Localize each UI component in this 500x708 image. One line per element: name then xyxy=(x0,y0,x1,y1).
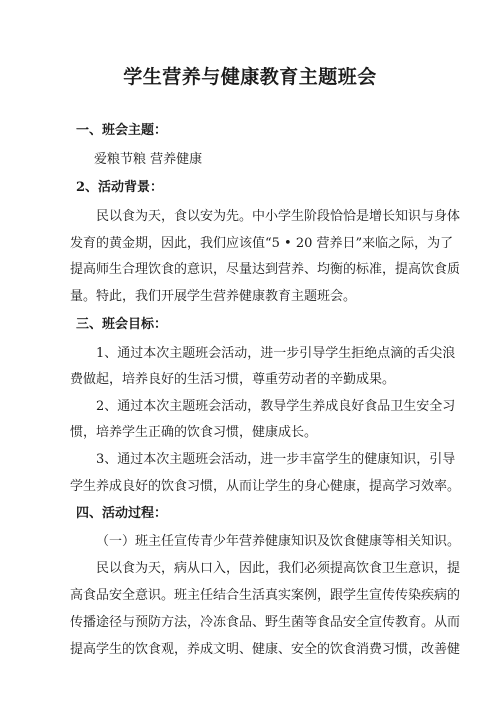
paragraph-line: 3、通过本次主题班会活动，进一步丰富学生的健康知识，引导 xyxy=(96,452,456,467)
theme-text: 爱粮节粮 营养健康 xyxy=(94,152,203,167)
paragraph-line: 学生养成良好的饮食习惯，从而让学生的身心健康，提高学习效率。 xyxy=(70,479,461,494)
section-heading-process: 四、活动过程： xyxy=(76,506,168,521)
paragraph-line: 民以食为天，食以安为先。中小学生阶段恰恰是增长知识与身体 xyxy=(96,209,461,224)
paragraph-line: 费做起，培养良好的生活习惯，尊重劳动者的辛勤成果。 xyxy=(70,372,396,387)
section-heading-theme: 一、班会主题： xyxy=(76,123,168,138)
paragraph-line: 高食品安全意识。班主任结合生活真实案例，跟学生宣传传染疾病的 xyxy=(70,588,461,603)
paragraph-line: 提高学生的饮食观，养成文明、健康、安全的饮食消费习惯，改善健 xyxy=(70,642,461,657)
section-heading-goals: 三、班会目标： xyxy=(76,317,168,332)
paragraph-line: 1、通过本次主题班会活动，进一步引导学生拒绝点滴的舌尖浪 xyxy=(96,346,456,361)
document-title: 学生营养与健康教育主题班会 xyxy=(123,66,377,88)
paragraph-line: 民以食为天，病从口入，因此，我们必须提高饮食卫生意识，提 xyxy=(96,561,461,576)
paragraph-line: 2、通过本次主题班会活动，教导学生养成良好食品卫生安全习 xyxy=(96,399,456,414)
paragraph-line: 发育的黄金期，因此，我们应该值“5 • 20 营养日”来临之际，为了 xyxy=(70,236,454,251)
paragraph-line: 传播途径与预防方法，冷冻食品、野生菌等食品安全宣传教育。从而 xyxy=(70,615,461,630)
section-heading-background: 2、活动背景： xyxy=(76,180,164,195)
paragraph-line: （一）班主任宣传青少年营养健康知识及饮食健康等相关知识。 xyxy=(96,534,461,549)
paragraph-line: 惯，培养学生正确的饮食习惯，健康成长。 xyxy=(70,425,318,440)
paragraph-line: 量。特此，我们开展学生营养健康教育主题班会。 xyxy=(70,289,357,304)
paragraph-line: 提高师生合理饮食的意识，尽量达到营养、均衡的标准，提高饮食质 xyxy=(70,262,461,277)
